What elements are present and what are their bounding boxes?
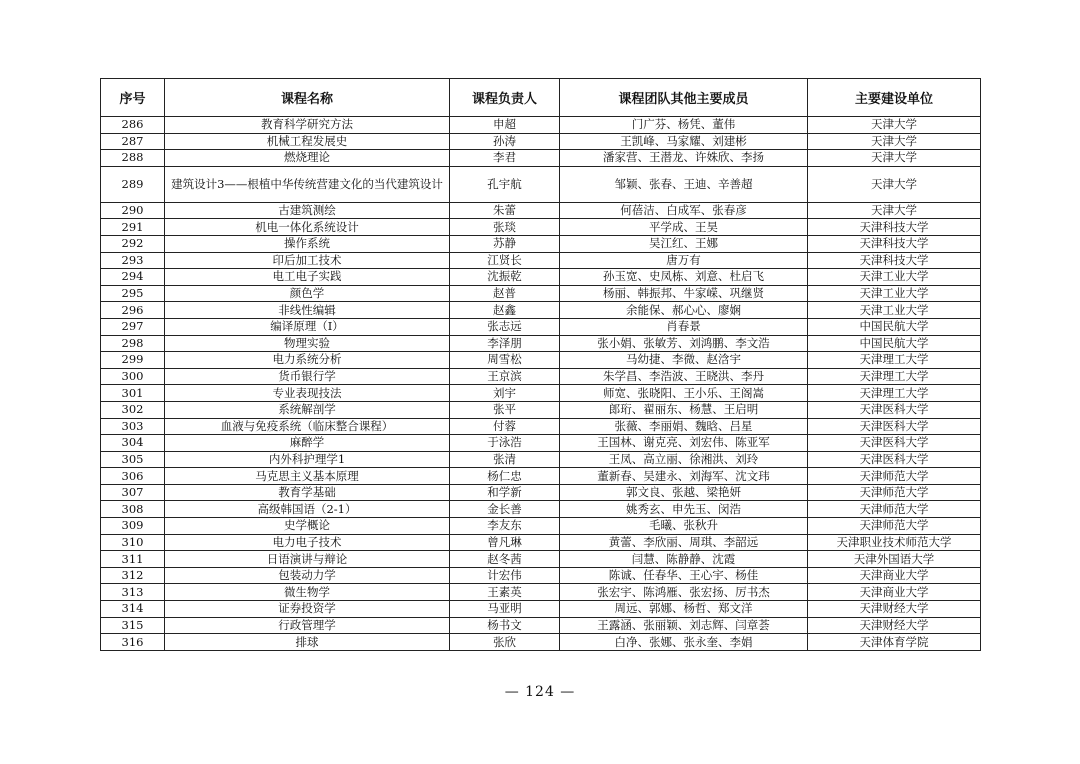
cell-institution: 天津医科大学 bbox=[808, 451, 981, 468]
cell-team-members: 郎珩、翟丽东、杨慧、王启明 bbox=[560, 401, 808, 418]
cell-course-lead: 孔宇航 bbox=[450, 166, 560, 202]
cell-index: 297 bbox=[101, 318, 165, 335]
cell-course-lead: 朱蕾 bbox=[450, 202, 560, 219]
cell-team-members: 黄蕾、李欣丽、周琪、李韶远 bbox=[560, 534, 808, 551]
cell-index: 310 bbox=[101, 534, 165, 551]
table-row bbox=[101, 269, 981, 286]
cell-course-lead: 李君 bbox=[450, 150, 560, 167]
cell-course-lead: 计宏伟 bbox=[450, 567, 560, 584]
cell-course-lead: 王京滨 bbox=[450, 368, 560, 385]
page-number: — 124 — bbox=[504, 684, 576, 700]
cell-institution: 天津师范大学 bbox=[808, 468, 981, 485]
cell-team-members: 马幼捷、李微、赵浛宇 bbox=[560, 352, 808, 369]
cell-course-lead: 张欣 bbox=[450, 634, 560, 651]
cell-team-members: 吴江红、王娜 bbox=[560, 235, 808, 252]
cell-course-lead: 沈振乾 bbox=[450, 269, 560, 286]
table-row bbox=[101, 202, 981, 219]
cell-course-lead: 苏静 bbox=[450, 235, 560, 252]
cell-team-members: 闫慧、陈静静、沈霞 bbox=[560, 551, 808, 568]
cell-course-name: 操作系统 bbox=[165, 235, 450, 252]
cell-course-lead: 马亚明 bbox=[450, 601, 560, 618]
cell-course-lead: 孙涛 bbox=[450, 133, 560, 150]
table-row bbox=[101, 551, 981, 568]
cell-course-lead: 赵冬茜 bbox=[450, 551, 560, 568]
table-header-row bbox=[101, 79, 981, 117]
header-course-lead: 课程负责人 bbox=[450, 79, 560, 117]
cell-course-lead: 周雪松 bbox=[450, 352, 560, 369]
cell-team-members: 杨丽、韩振邦、牛家嵘、巩继贤 bbox=[560, 285, 808, 302]
cell-course-name: 机械工程发展史 bbox=[165, 133, 450, 150]
cell-index: 296 bbox=[101, 302, 165, 319]
cell-course-name: 专业表现技法 bbox=[165, 385, 450, 402]
cell-institution: 天津外国语大学 bbox=[808, 551, 981, 568]
cell-course-name: 燃烧理论 bbox=[165, 150, 450, 167]
cell-index: 292 bbox=[101, 235, 165, 252]
course-table bbox=[100, 78, 981, 651]
cell-course-name: 证券投资学 bbox=[165, 601, 450, 618]
table-row bbox=[101, 567, 981, 584]
cell-course-name: 包装动力学 bbox=[165, 567, 450, 584]
cell-course-name: 史学概论 bbox=[165, 518, 450, 535]
cell-team-members: 朱学昌、李浩波、王晓洪、李丹 bbox=[560, 368, 808, 385]
table-row bbox=[101, 335, 981, 352]
cell-course-name: 微生物学 bbox=[165, 584, 450, 601]
cell-institution: 天津科技大学 bbox=[808, 235, 981, 252]
cell-course-lead: 杨仁忠 bbox=[450, 468, 560, 485]
cell-institution: 天津财经大学 bbox=[808, 617, 981, 634]
table-row bbox=[101, 484, 981, 501]
table-row bbox=[101, 166, 981, 202]
cell-course-name: 行政管理学 bbox=[165, 617, 450, 634]
cell-team-members: 邹颖、张春、王迪、辛善超 bbox=[560, 166, 808, 202]
cell-index: 288 bbox=[101, 150, 165, 167]
cell-index: 290 bbox=[101, 202, 165, 219]
cell-team-members: 孙玉宽、史凤栋、刘意、杜启飞 bbox=[560, 269, 808, 286]
cell-index: 293 bbox=[101, 252, 165, 269]
cell-course-lead: 张琰 bbox=[450, 219, 560, 236]
cell-team-members: 何蓓洁、白成军、张春彦 bbox=[560, 202, 808, 219]
cell-course-name: 古建筑测绘 bbox=[165, 202, 450, 219]
cell-institution: 天津理工大学 bbox=[808, 352, 981, 369]
cell-index: 313 bbox=[101, 584, 165, 601]
cell-index: 286 bbox=[101, 117, 165, 134]
cell-institution: 天津大学 bbox=[808, 150, 981, 167]
cell-index: 303 bbox=[101, 418, 165, 435]
cell-team-members: 唐万有 bbox=[560, 252, 808, 269]
cell-course-name: 电工电子实践 bbox=[165, 269, 450, 286]
cell-index: 307 bbox=[101, 484, 165, 501]
cell-course-lead: 和学新 bbox=[450, 484, 560, 501]
cell-index: 316 bbox=[101, 634, 165, 651]
table-row bbox=[101, 385, 981, 402]
table-row bbox=[101, 352, 981, 369]
cell-course-lead: 张清 bbox=[450, 451, 560, 468]
cell-team-members: 张小娟、张敏芳、刘鸿鹏、李文浩 bbox=[560, 335, 808, 352]
cell-team-members: 平学成、王昊 bbox=[560, 219, 808, 236]
table-row bbox=[101, 401, 981, 418]
cell-institution: 天津大学 bbox=[808, 202, 981, 219]
cell-team-members: 张薇、李丽娟、魏晗、吕星 bbox=[560, 418, 808, 435]
cell-institution: 天津工业大学 bbox=[808, 269, 981, 286]
cell-course-lead: 申超 bbox=[450, 117, 560, 134]
cell-index: 305 bbox=[101, 451, 165, 468]
table-row bbox=[101, 368, 981, 385]
cell-course-name: 麻醉学 bbox=[165, 435, 450, 452]
cell-index: 294 bbox=[101, 269, 165, 286]
cell-course-lead: 赵普 bbox=[450, 285, 560, 302]
cell-course-lead: 杨书文 bbox=[450, 617, 560, 634]
cell-course-name: 建筑设计3——根植中华传统营建文化的当代建筑设计 bbox=[165, 166, 450, 202]
cell-course-lead: 付蓉 bbox=[450, 418, 560, 435]
cell-institution: 天津体育学院 bbox=[808, 634, 981, 651]
cell-team-members: 王露涵、张丽颖、刘志辉、闫章荟 bbox=[560, 617, 808, 634]
cell-course-lead: 张志远 bbox=[450, 318, 560, 335]
cell-course-lead: 刘宇 bbox=[450, 385, 560, 402]
cell-index: 308 bbox=[101, 501, 165, 518]
cell-course-name: 高级韩国语（2-1） bbox=[165, 501, 450, 518]
table-row bbox=[101, 634, 981, 651]
cell-course-lead: 张平 bbox=[450, 401, 560, 418]
cell-institution: 天津大学 bbox=[808, 117, 981, 134]
cell-team-members: 潘家营、王潜龙、许姝欣、李扬 bbox=[560, 150, 808, 167]
cell-course-name: 内外科护理学1 bbox=[165, 451, 450, 468]
cell-course-name: 血液与免疫系统（临床整合课程） bbox=[165, 418, 450, 435]
cell-institution: 中国民航大学 bbox=[808, 318, 981, 335]
cell-institution: 天津商业大学 bbox=[808, 584, 981, 601]
cell-index: 302 bbox=[101, 401, 165, 418]
cell-index: 287 bbox=[101, 133, 165, 150]
cell-team-members: 周远、郭娜、杨哲、郑文洋 bbox=[560, 601, 808, 618]
cell-course-name: 电力电子技术 bbox=[165, 534, 450, 551]
cell-team-members: 余能保、郝心心、廖娴 bbox=[560, 302, 808, 319]
cell-index: 291 bbox=[101, 219, 165, 236]
cell-team-members: 陈诚、任春华、王心宇、杨佳 bbox=[560, 567, 808, 584]
table-row bbox=[101, 451, 981, 468]
cell-team-members: 肖春景 bbox=[560, 318, 808, 335]
cell-course-lead: 江贤长 bbox=[450, 252, 560, 269]
cell-team-members: 郭文良、张越、梁艳妍 bbox=[560, 484, 808, 501]
table-row bbox=[101, 150, 981, 167]
cell-index: 312 bbox=[101, 567, 165, 584]
cell-course-name: 货币银行学 bbox=[165, 368, 450, 385]
cell-institution: 天津师范大学 bbox=[808, 501, 981, 518]
cell-team-members: 董新春、吴建永、刘海军、沈文玮 bbox=[560, 468, 808, 485]
cell-institution: 天津工业大学 bbox=[808, 285, 981, 302]
cell-institution: 天津大学 bbox=[808, 133, 981, 150]
cell-course-name: 机电一体化系统设计 bbox=[165, 219, 450, 236]
cell-team-members: 王国林、谢克亮、刘宏伟、陈亚军 bbox=[560, 435, 808, 452]
cell-course-name: 编译原理（I） bbox=[165, 318, 450, 335]
cell-team-members: 师宽、张晓阳、王小乐、王阁嵩 bbox=[560, 385, 808, 402]
cell-course-lead: 李泽朋 bbox=[450, 335, 560, 352]
cell-index: 315 bbox=[101, 617, 165, 634]
cell-index: 314 bbox=[101, 601, 165, 618]
cell-institution: 天津工业大学 bbox=[808, 302, 981, 319]
cell-index: 299 bbox=[101, 352, 165, 369]
cell-institution: 天津医科大学 bbox=[808, 418, 981, 435]
cell-team-members: 王凯峰、马家耀、刘建彬 bbox=[560, 133, 808, 150]
table-row bbox=[101, 617, 981, 634]
cell-course-name: 物理实验 bbox=[165, 335, 450, 352]
table-row bbox=[101, 468, 981, 485]
cell-course-name: 电力系统分析 bbox=[165, 352, 450, 369]
table-row bbox=[101, 518, 981, 535]
cell-course-name: 系统解剖学 bbox=[165, 401, 450, 418]
cell-institution: 天津大学 bbox=[808, 166, 981, 202]
cell-course-name: 教育科学研究方法 bbox=[165, 117, 450, 134]
cell-course-name: 非线性编辑 bbox=[165, 302, 450, 319]
cell-course-name: 教育学基础 bbox=[165, 484, 450, 501]
cell-course-lead: 曾凡琳 bbox=[450, 534, 560, 551]
cell-index: 306 bbox=[101, 468, 165, 485]
cell-institution: 天津医科大学 bbox=[808, 401, 981, 418]
cell-course-lead: 于泳浩 bbox=[450, 435, 560, 452]
cell-team-members: 王凤、高立丽、徐湘洪、刘玲 bbox=[560, 451, 808, 468]
cell-index: 311 bbox=[101, 551, 165, 568]
cell-course-lead: 金长善 bbox=[450, 501, 560, 518]
cell-institution: 天津理工大学 bbox=[808, 368, 981, 385]
cell-course-lead: 王素英 bbox=[450, 584, 560, 601]
cell-institution: 天津商业大学 bbox=[808, 567, 981, 584]
header-institution: 主要建设单位 bbox=[808, 79, 981, 117]
table-row bbox=[101, 285, 981, 302]
cell-index: 309 bbox=[101, 518, 165, 535]
header-course-name: 课程名称 bbox=[165, 79, 450, 117]
cell-course-name: 日语演讲与辩论 bbox=[165, 551, 450, 568]
table-row bbox=[101, 435, 981, 452]
table-row bbox=[101, 219, 981, 236]
header-index: 序号 bbox=[101, 79, 165, 117]
cell-institution: 天津科技大学 bbox=[808, 219, 981, 236]
cell-team-members: 姚秀玄、申先玉、闵浩 bbox=[560, 501, 808, 518]
cell-institution: 天津职业技术师范大学 bbox=[808, 534, 981, 551]
cell-institution: 中国民航大学 bbox=[808, 335, 981, 352]
table-row bbox=[101, 584, 981, 601]
cell-course-lead: 李友东 bbox=[450, 518, 560, 535]
cell-team-members: 毛曦、张秋升 bbox=[560, 518, 808, 535]
cell-institution: 天津医科大学 bbox=[808, 435, 981, 452]
table-row bbox=[101, 235, 981, 252]
table-body bbox=[101, 117, 981, 651]
cell-course-name: 马克思主义基本原理 bbox=[165, 468, 450, 485]
cell-course-name: 颜色学 bbox=[165, 285, 450, 302]
cell-institution: 天津财经大学 bbox=[808, 601, 981, 618]
cell-course-name: 排球 bbox=[165, 634, 450, 651]
cell-index: 295 bbox=[101, 285, 165, 302]
header-team-members: 课程团队其他主要成员 bbox=[560, 79, 808, 117]
cell-index: 289 bbox=[101, 166, 165, 202]
cell-institution: 天津师范大学 bbox=[808, 484, 981, 501]
cell-team-members: 张宏宇、陈鸿雁、张宏扬、厉书杰 bbox=[560, 584, 808, 601]
cell-index: 301 bbox=[101, 385, 165, 402]
table-row bbox=[101, 302, 981, 319]
cell-index: 298 bbox=[101, 335, 165, 352]
table-row bbox=[101, 252, 981, 269]
table-row bbox=[101, 133, 981, 150]
table-row bbox=[101, 501, 981, 518]
cell-course-name: 印后加工技术 bbox=[165, 252, 450, 269]
table-row bbox=[101, 117, 981, 134]
cell-team-members: 门广芬、杨凭、董伟 bbox=[560, 117, 808, 134]
cell-course-lead: 赵鑫 bbox=[450, 302, 560, 319]
table-row bbox=[101, 418, 981, 435]
cell-index: 304 bbox=[101, 435, 165, 452]
table-row bbox=[101, 534, 981, 551]
cell-index: 300 bbox=[101, 368, 165, 385]
cell-institution: 天津科技大学 bbox=[808, 252, 981, 269]
cell-team-members: 白净、张娜、张永奎、李娟 bbox=[560, 634, 808, 651]
cell-institution: 天津理工大学 bbox=[808, 385, 981, 402]
table-row bbox=[101, 601, 981, 618]
table-row bbox=[101, 318, 981, 335]
cell-institution: 天津师范大学 bbox=[808, 518, 981, 535]
